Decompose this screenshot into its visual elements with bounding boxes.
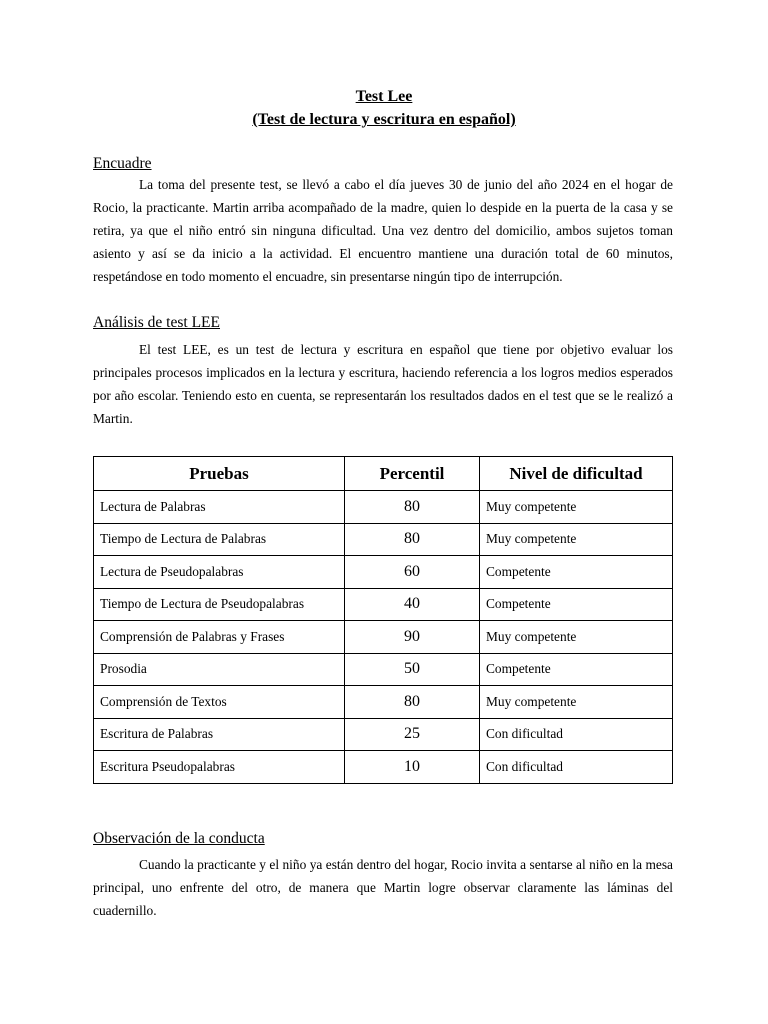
table-row xyxy=(94,653,673,686)
cell-percentil: 60 xyxy=(345,556,480,589)
cell-prueba: Tiempo de Lectura de Palabras xyxy=(94,523,345,556)
section-heading-analisis: Análisis de test LEE xyxy=(93,314,220,331)
cell-nivel: Muy competente xyxy=(480,491,673,524)
cell-percentil: 25 xyxy=(345,718,480,751)
document-title: Test Lee xyxy=(355,88,413,105)
table-row xyxy=(94,523,673,556)
cell-percentil: 40 xyxy=(345,588,480,621)
table-row xyxy=(94,491,673,524)
cell-nivel: Con dificultad xyxy=(480,718,673,751)
paragraph-analisis: El test LEE, es un test de lectura y escritura en español que tiene por objetivo evaluar los principales procesos implicados en la lectura y escritura, haciendo referencia a los logros medios esperados por año escolar. Teniendo esto en cuenta, se representarán los resultados dados en el test que se le realizó a Martin. xyxy=(93,342,673,426)
section-heading-observacion: Observación de la conducta xyxy=(93,830,265,847)
cell-nivel: Muy competente xyxy=(480,621,673,654)
cell-percentil: 50 xyxy=(345,653,480,686)
table-row xyxy=(94,588,673,621)
header-pruebas: Pruebas xyxy=(94,457,345,491)
cell-percentil: 10 xyxy=(345,751,480,784)
cell-nivel: Competente xyxy=(480,653,673,686)
cell-percentil: 80 xyxy=(345,686,480,719)
header-nivel: Nivel de dificultad xyxy=(480,457,673,491)
cell-prueba: Escritura Pseudopalabras xyxy=(94,751,345,784)
results-table xyxy=(93,456,673,784)
paragraph-encuadre: La toma del presente test, se llevó a cabo el día jueves 30 de junio del año 2024 en el hogar de Rocio, la practicante. Martin arriba acompañado de la madre, quien lo despide en la puerta de la casa y se retira, ya que el niño entró sin ninguna dificultad. Una vez dentro del domicilio, ambos sujetos toman asiento y así se da inicio a la actividad. El encuentro mantiene una duración total de 60 minutos, respetándose en todo momento el encuadre, sin presentarse ningún tipo de interrupción. xyxy=(93,177,673,284)
paragraph-observacion: Cuando la practicante y el niño ya están dentro del hogar, Rocio invita a sentarse al niño en la mesa principal, uno enfrente del otro, de manera que Martin logre observar claramente las láminas del cuadernillo. xyxy=(93,857,673,918)
cell-percentil: 80 xyxy=(345,523,480,556)
table-header-row xyxy=(94,457,673,491)
cell-nivel: Muy competente xyxy=(480,523,673,556)
cell-prueba: Prosodia xyxy=(94,653,345,686)
cell-prueba: Lectura de Palabras xyxy=(94,491,345,524)
cell-nivel: Con dificultad xyxy=(480,751,673,784)
cell-nivel: Competente xyxy=(480,588,673,621)
cell-nivel: Muy competente xyxy=(480,686,673,719)
header-percentil: Percentil xyxy=(345,457,480,491)
table-row xyxy=(94,621,673,654)
cell-percentil: 80 xyxy=(345,491,480,524)
table-row xyxy=(94,556,673,589)
cell-prueba: Comprensión de Textos xyxy=(94,686,345,719)
section-heading-encuadre: Encuadre xyxy=(93,155,152,172)
table-row xyxy=(94,718,673,751)
cell-prueba: Tiempo de Lectura de Pseudopalabras xyxy=(94,588,345,621)
cell-prueba: Lectura de Pseudopalabras xyxy=(94,556,345,589)
document-subtitle: (Test de lectura y escritura en español) xyxy=(252,111,516,128)
cell-prueba: Comprensión de Palabras y Frases xyxy=(94,621,345,654)
table-row xyxy=(94,751,673,784)
cell-percentil: 90 xyxy=(345,621,480,654)
table-row xyxy=(94,686,673,719)
cell-prueba: Escritura de Palabras xyxy=(94,718,345,751)
cell-nivel: Competente xyxy=(480,556,673,589)
